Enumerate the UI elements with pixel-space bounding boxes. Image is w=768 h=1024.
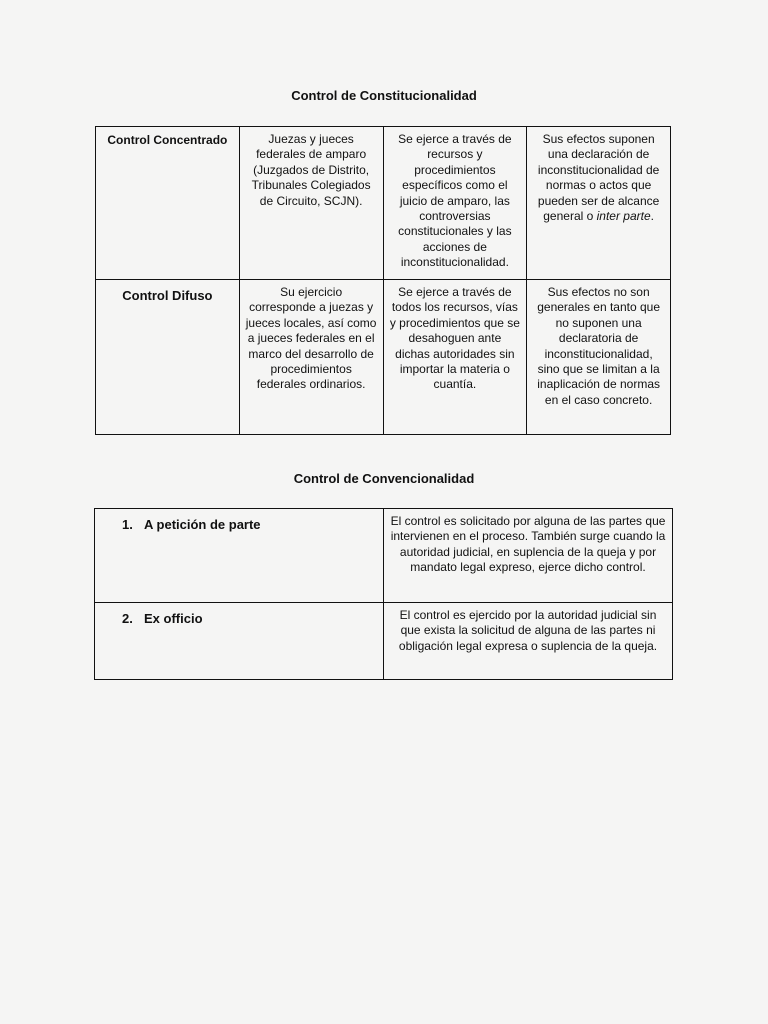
cell-organos-difuso: Su ejercicio corresponde a juezas y jueces locales, así como a jueces federales en el marco del desarrollo de procedimientos federales ordinarios. xyxy=(239,280,383,435)
cell-organos-concentrado: Juezas y jueces federales de amparo (Juzgados de Distrito, Tribunales Colegiados de Circuito, SCJN). xyxy=(239,127,383,280)
cell-desc-ex-officio: El control es ejercido por la autoridad judicial sin que exista la solicitud de alguna de las partes ni obligación legal expresa o suplencia de la queja. xyxy=(384,603,673,680)
efectos-italic-text: inter parte xyxy=(596,209,651,224)
constitucionalidad-table xyxy=(95,126,671,435)
table-row xyxy=(95,509,673,603)
cell-medios-difuso: Se ejerce a través de todos los recursos, vías y procedimientos que se desahoguen ante dichas autoridades sin importar la materia o cuantía. xyxy=(383,280,527,435)
efectos-text: Sus efectos suponen una declaración de inconstitucionalidad de normas o actos que pueden ser de alcance general o xyxy=(537,132,660,224)
table-row xyxy=(95,603,673,680)
section-title-convencionalidad: Control de Convencionalidad xyxy=(293,471,475,486)
table-row xyxy=(96,280,671,435)
row-header-difuso: Control Difuso xyxy=(96,280,240,435)
cell-medios-concentrado: Se ejerce a través de recursos y procedimientos específicos como el juicio de amparo, las controversias constitucionales y las acciones de inconstitucionalidad. xyxy=(383,127,527,280)
cell-desc-peticion-de-parte: El control es solicitado por alguna de las partes que intervienen en el proceso. También surge cuando la autoridad judicial, en suplencia de la queja y por mandato legal expreso, ejerce dicho control. xyxy=(384,509,673,603)
convencionalidad-table xyxy=(94,508,673,680)
list-label: A petición de parte xyxy=(144,517,261,532)
efectos-end: . xyxy=(650,209,654,224)
list-number: 2. xyxy=(122,611,133,626)
cell-efectos-difuso: Sus efectos no son generales en tanto que no suponen una declaratoria de inconstitucionalidad, sino que se limitan a la inaplicación de normas en el caso concreto. xyxy=(527,280,671,435)
row-header-concentrado: Control Concentrado xyxy=(96,127,240,280)
cell-efectos-concentrado xyxy=(527,127,671,280)
list-label: Ex officio xyxy=(144,611,203,626)
list-number: 1. xyxy=(122,517,133,532)
list-item-peticion-de-parte xyxy=(95,509,384,603)
list-item-ex-officio xyxy=(95,603,384,680)
table-row xyxy=(96,127,671,280)
section-title-constitucionalidad: Control de Constitucionalidad xyxy=(291,88,477,103)
